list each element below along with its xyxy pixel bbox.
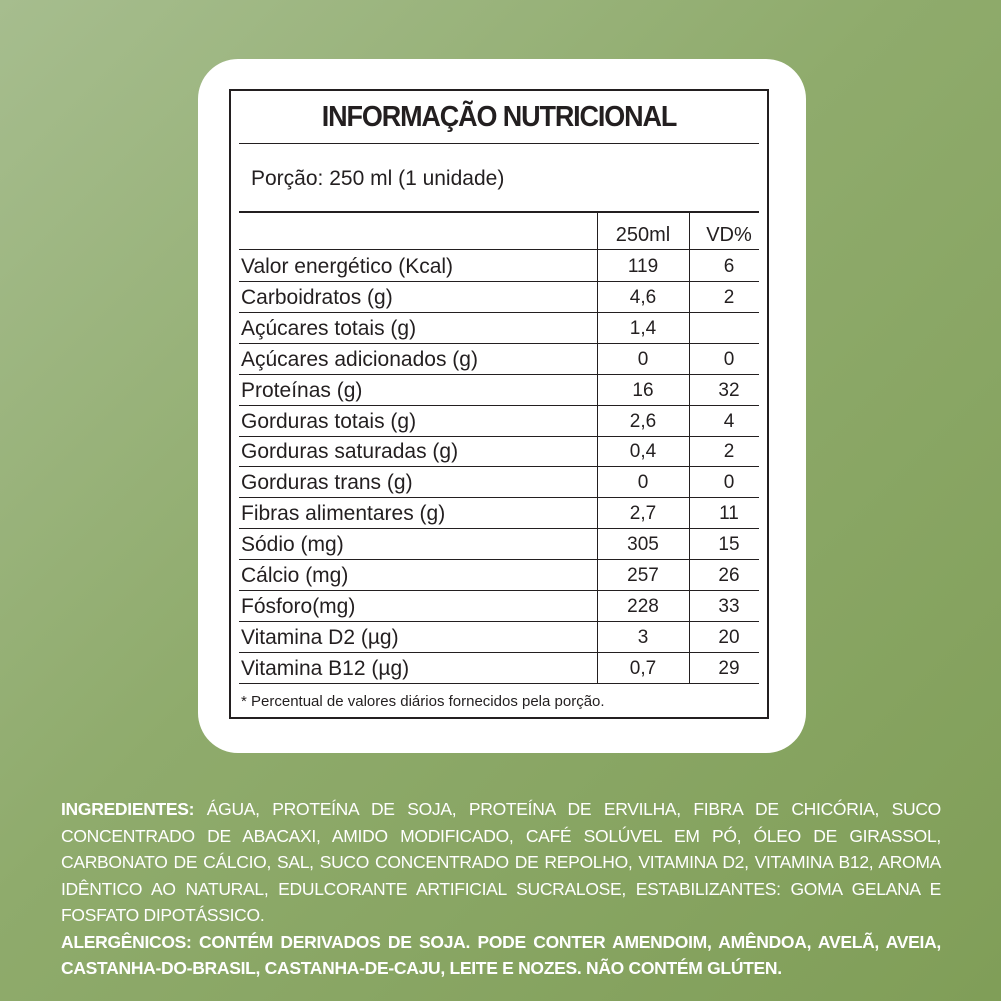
nutrient-label: Sódio (mg) (241, 533, 344, 557)
title-divider (239, 143, 759, 144)
nutrient-amount: 228 (627, 595, 659, 617)
nutrient-label: Gorduras totais (g) (241, 409, 417, 433)
nutrient-amount: 2,7 (629, 503, 657, 525)
col-header-amount: 250ml (615, 224, 671, 246)
nutrient-dv: 11 (719, 503, 739, 525)
nutrient-amount: 305 (627, 534, 659, 556)
header-divider (239, 249, 759, 250)
portion-divider (239, 211, 759, 213)
nutrient-amount: 4,6 (629, 286, 657, 308)
table-row (239, 375, 759, 406)
nutrient-label: Valor energético (Kcal) (241, 255, 454, 278)
nutrient-label: Vitamina D2 (µg) (241, 625, 399, 649)
footnote: * Percentual de valores diários fornecidos pela porção. (241, 693, 605, 710)
nutrient-dv: 33 (718, 595, 740, 617)
table-row (239, 653, 759, 684)
table-row (239, 529, 759, 560)
table-row (239, 467, 759, 498)
nutrient-dv: 20 (718, 626, 740, 648)
nutrient-label: Fibras alimentares (g) (241, 502, 446, 526)
nutrient-label: Proteínas (g) (241, 378, 363, 402)
ingredients-label: INGREDIENTES: (61, 799, 195, 819)
nutrient-amount: 0,7 (629, 657, 657, 679)
table-row (239, 498, 759, 529)
nutrient-amount: 0 (637, 472, 649, 494)
row-divider (239, 683, 759, 684)
nutrient-label: Vitamina B12 (µg) (241, 656, 410, 680)
table-row (239, 344, 759, 375)
nutrient-label: Açúcares totais (g) (241, 316, 417, 340)
nutrient-dv: 6 (723, 256, 735, 277)
nutrient-label: Cálcio (mg) (241, 564, 349, 587)
nutrient-label: Gorduras saturadas (g) (241, 440, 459, 464)
portion-text: Porção: 250 ml (1 unidade) (251, 167, 505, 190)
allergens-text: ALERGÊNICOS: CONTÉM DERIVADOS DE SOJA. PODE CONTER AMENDOIM, AMÊNDOA, AVELÃ, AVEIA, CASTANHA-DO-BRASIL, CASTANHA-DE-CAJU, LEITE E NOZES. NÃO CONTÉM GLÚTEN. (61, 931, 941, 978)
nutrient-label: Gorduras trans (g) (241, 471, 413, 495)
nutrient-amount: 0 (637, 348, 649, 370)
table-row (239, 313, 759, 344)
table-title: INFORMAÇÃO NUTRICIONAL (321, 101, 677, 133)
nutrient-label: Açúcares adicionados (g) (241, 347, 478, 371)
nutrient-amount: 257 (627, 565, 659, 586)
nutrient-amount: 119 (627, 256, 659, 277)
nutrient-amount: 2,6 (629, 410, 657, 432)
nutrient-amount: 3 (637, 626, 649, 648)
nutrient-dv: 29 (718, 657, 740, 679)
table-row (239, 560, 759, 591)
nutrient-dv: 2 (723, 286, 735, 308)
nutrient-dv: 4 (723, 410, 735, 432)
ingredients-text: ÁGUA, PROTEÍNA DE SOJA, PROTEÍNA DE ERVILHA, FIBRA DE CHICÓRIA, SUCO CONCENTRADO DE ABACAXI, AMIDO MODIFICADO, CAFÉ SOLÚVEL EM PÓ, ÓLEO DE GIRASSOL, CARBONATO DE CÁLCIO, SAL, SUCO CONCENTRADO DE REPOLHO, VITAMINA D2, VITAMINA B12, AROMA IDÊNTICO AO NATURAL, EDULCORANTE ARTIFICIAL SUCRALOSE, ESTABILIZANTES: GOMA GELANA E FOSFATO DIPOTÁSSICO. (61, 799, 941, 925)
nutrition-table (229, 89, 769, 719)
table-row (239, 251, 759, 282)
table-row (239, 436, 759, 467)
table-row (239, 622, 759, 653)
nutrient-dv: 26 (718, 565, 740, 586)
ingredients-block (61, 796, 941, 982)
nutrient-dv: 15 (718, 534, 740, 556)
nutrient-dv: 32 (718, 379, 740, 401)
nutrient-dv: 0 (723, 348, 735, 370)
nutrient-label: Carboidratos (g) (241, 285, 393, 309)
nutrient-amount: 1,4 (629, 317, 657, 339)
nutrient-label: Fósforo(mg) (241, 594, 356, 618)
nutrient-amount: 0,4 (629, 441, 657, 463)
table-row (239, 406, 759, 437)
nutrient-dv: 0 (723, 472, 735, 494)
nutrient-dv: 2 (723, 441, 735, 463)
nutrient-amount: 16 (632, 379, 654, 401)
table-row (239, 591, 759, 622)
table-row (239, 282, 759, 313)
col-header-dv: VD% (706, 224, 752, 246)
